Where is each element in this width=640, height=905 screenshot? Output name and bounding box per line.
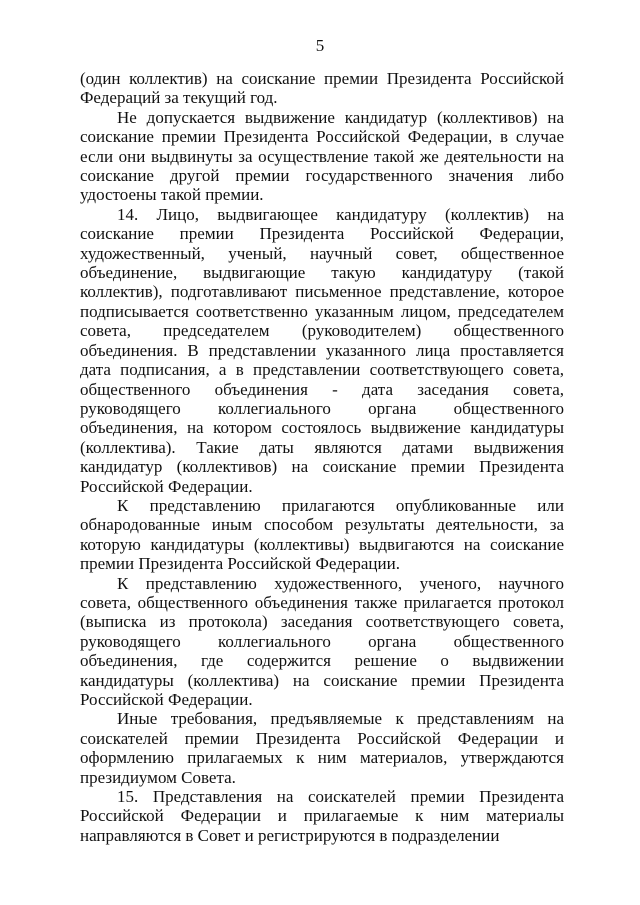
paragraph-attached-results: К представлению прилагаются опубликованные или обнародованные иным способом результаты деятельности, за которую кандидатуры (коллективы) выдвигаются на соискание премии Президента Российской Федерации. xyxy=(80,495,564,574)
paragraph-section-15: 15. Представления на соискателей премии Президента Российской Федерации и прилагаемые к ним материалы направляются в Совет и регистрируются в подразделении xyxy=(80,787,564,845)
paragraph-nomination-restriction: Не допускается выдвижение кандидатур (коллективов) на соискание премии Президента Российской Федерации, в случае если они выдвинуты за осуществление такой же деятельности на соискание другой премии государственного значения либо удостоены такой премии. xyxy=(80,107,564,205)
paragraph-other-requirements: Иные требования, предъявляемые к представлениям на соискателей премии Президента Российской Федерации и оформлению прилагаемых к ним материалов, утверждаются президиумом Совета. xyxy=(80,709,564,787)
paragraph-continuation: (один коллектив) на соискание премии Президента Российской Федераций за текущий год. xyxy=(80,69,564,108)
paragraph-section-14: 14. Лицо, выдвигающее кандидатуру (коллектив) на соискание премии Президента Российской Федерации, художественный, ученый, научный совет, общественное объединение, выдвигающие такую кандидатуру (такой коллектив), подготавливают письменное представление, которое подписывается соответственно указанным лицом, председателем совета, председателем (руководителем) общественного объединения. В представлении указанного лица проставляется дата подписания, а в представлении соответствующего совета, общественного объединения - дата заседания совета, руководящего коллегиального органа общественного объединения, на котором состоялось выдвижение кандидатуры (коллектива). Такие даты являются датами выдвижения кандидатур (коллективов) на соискание премии Президента Российской Федерации. xyxy=(80,204,564,496)
paragraph-attached-protocol: К представлению художественного, ученого, научного совета, общественного объединения также прилагается протокол (выписка из протокола) заседания соответствующего совета, руководящего коллегиального органа общественного объединения, где содержится решение о выдвижении кандидатуры (коллектива) на соискание премии Президента Российской Федерации. xyxy=(80,573,564,709)
page-number: 5 xyxy=(315,36,325,55)
document-body xyxy=(80,69,564,845)
